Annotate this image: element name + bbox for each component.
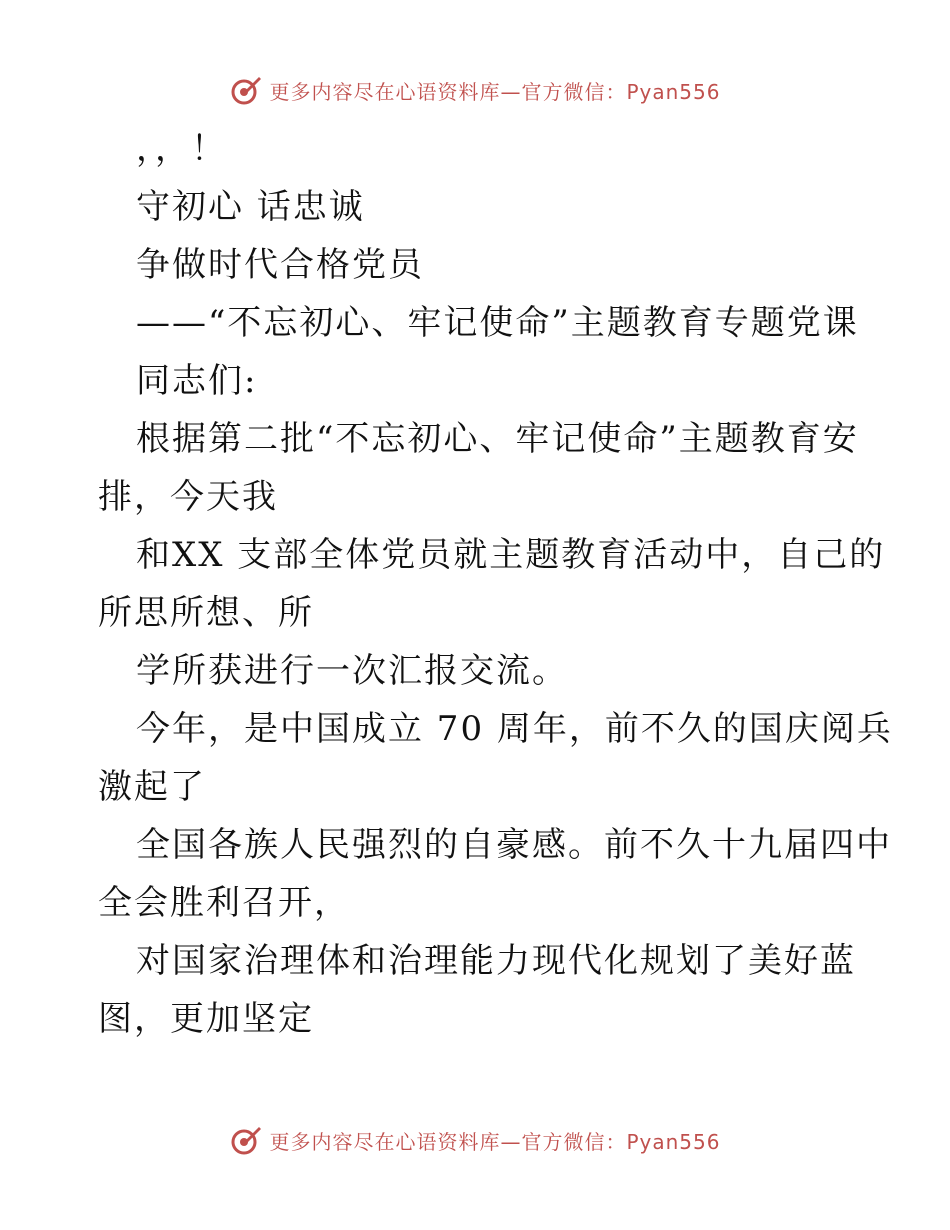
text-line: 全会胜利召开， [98, 883, 350, 923]
text-line: 排，今天我 [98, 477, 278, 517]
document-body [98, 120, 893, 1048]
text-line: ——“不忘初心、牢记使命”主题教育专题党课 [136, 303, 859, 343]
text-line: 和XX 支部全体党员就主题教育活动中，自己的 [136, 535, 886, 575]
text-line: 同志们: [136, 361, 258, 401]
quill-logo-icon [229, 1123, 263, 1157]
watermark-text: 更多内容尽在心语资料库—官方微信：Pyan556 [269, 1129, 721, 1154]
text-line: 根据第二批“不忘初心、牢记使命”主题教育安 [136, 419, 859, 459]
quill-logo-icon [229, 73, 263, 107]
text-line: 激起了 [98, 767, 206, 807]
text-line: 学所获进行一次汇报交流。 [136, 651, 568, 691]
header-watermark [0, 70, 950, 110]
text-line: 守初心 话忠诚 [136, 187, 365, 227]
footer-watermark [0, 1120, 950, 1160]
text-line: 所思所想、所 [98, 593, 314, 633]
text-line: ，，！ [136, 129, 227, 169]
text-line: 图，更加坚定 [98, 999, 314, 1039]
watermark-text: 更多内容尽在心语资料库—官方微信：Pyan556 [269, 79, 721, 104]
text-line: 争做时代合格党员 [136, 245, 424, 285]
text-line: 今年，是中国成立 70 周年，前不久的国庆阅兵 [136, 709, 893, 749]
text-line: 对国家治理体和治理能力现代化规划了美好蓝 [136, 941, 856, 981]
text-line: 全国各族人民强烈的自豪感。前不久十九届四中 [136, 825, 892, 865]
